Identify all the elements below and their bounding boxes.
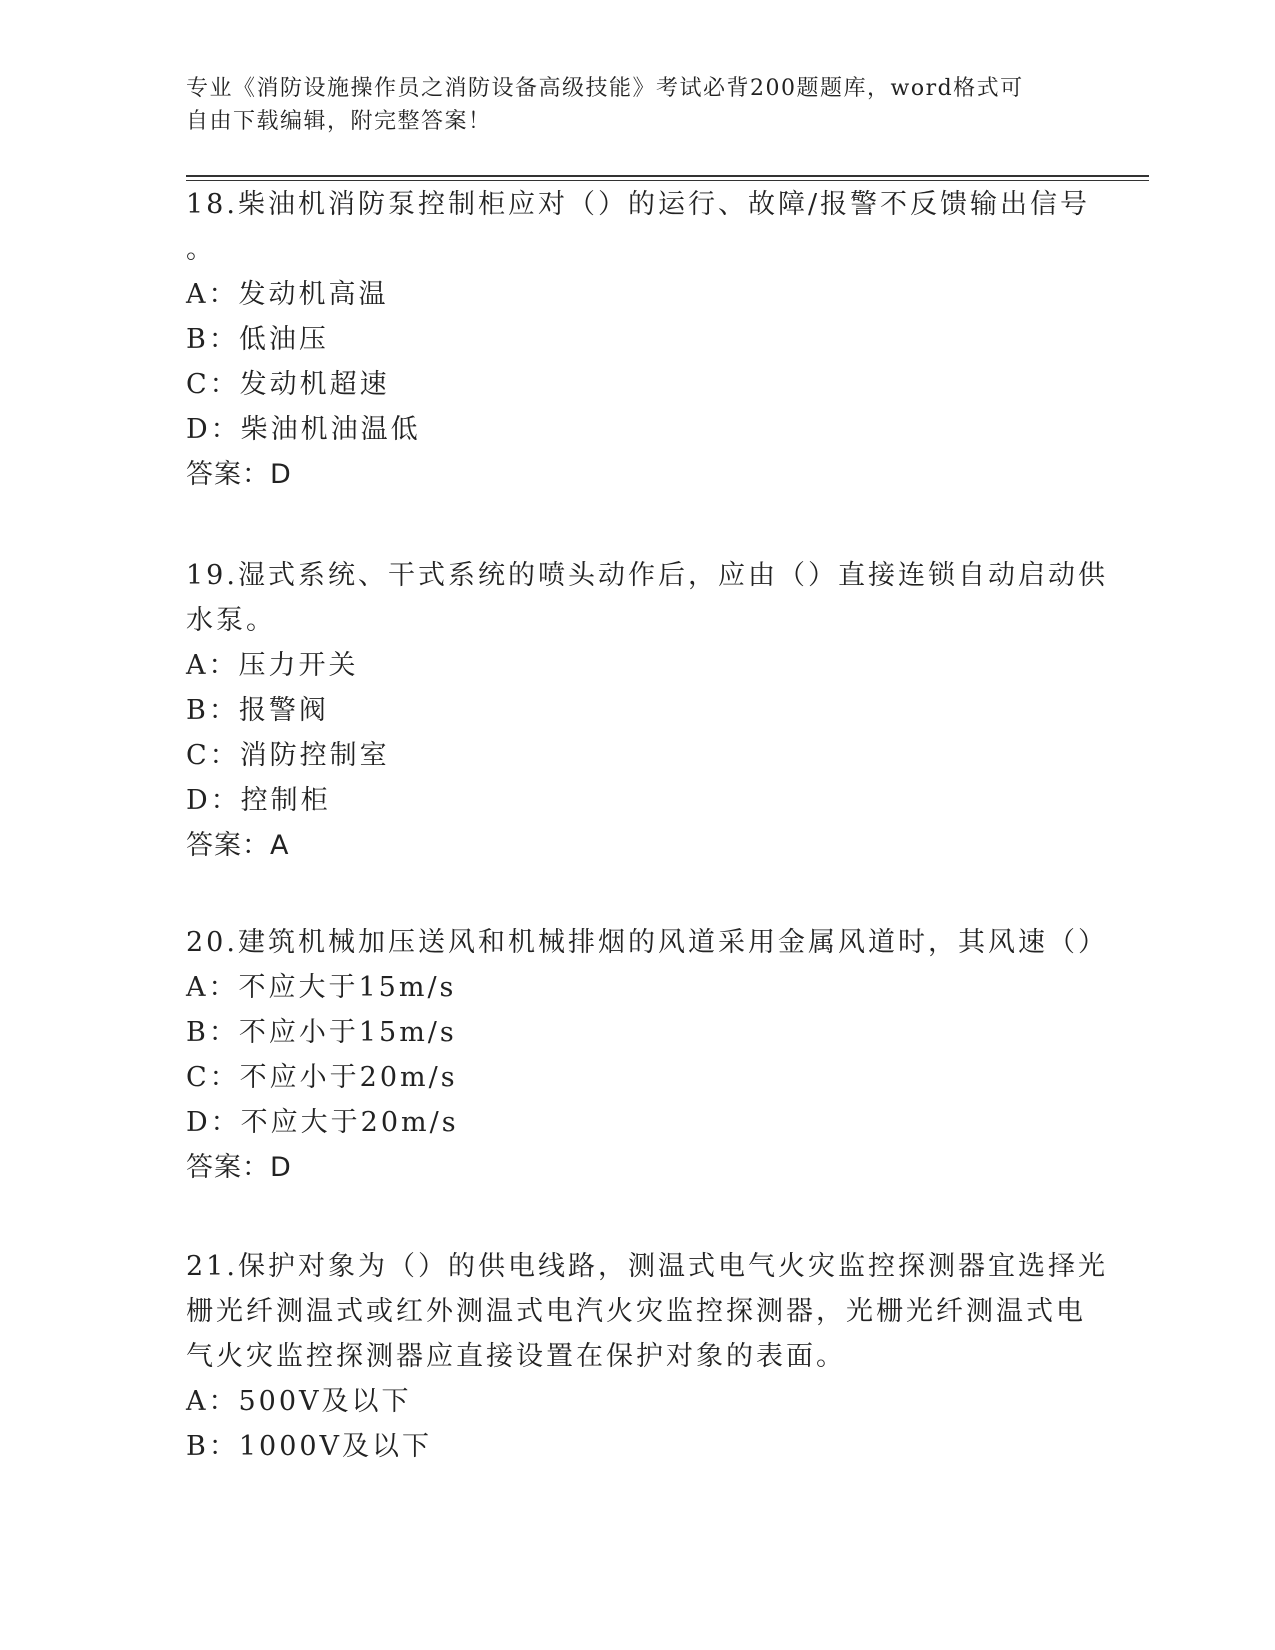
header-line: 专业《消防设施操作员之消防设备高级技能》考试必背200题题库，word格式可 (186, 76, 1024, 101)
option-a: A：发动机高温 (186, 279, 389, 310)
question-stem: 18.柴油机消防泵控制柜应对（）的运行、故障/报警不反馈输出信号 (186, 189, 1091, 220)
question-stem: 栅光纤测温式或红外测温式电汽火灾监控探测器，光栅光纤测温式电 (186, 1296, 1086, 1327)
question-21 (186, 1244, 1108, 1469)
question-stem: 19.湿式系统、干式系统的喷头动作后，应由（）直接连锁自动启动供 (186, 560, 1108, 591)
option-a: A：不应大于15m/s (186, 972, 457, 1003)
option-b: B：报警阀 (186, 695, 329, 726)
option-b: B：不应小于15m/s (186, 1017, 457, 1048)
header-line: 自由下载编辑，附完整答案！ (186, 109, 492, 134)
question-stem: 20.建筑机械加压送风和机械排烟的风道采用金属风道时，其风速（） (186, 927, 1108, 958)
answer-text: 答案：D (186, 459, 292, 490)
option-a: A：压力开关 (186, 650, 359, 681)
option-a: A：500V及以下 (186, 1386, 412, 1417)
option-c: C：消防控制室 (186, 740, 390, 771)
document-header (186, 72, 1066, 138)
option-c: C：发动机超速 (186, 369, 390, 400)
option-d: D：控制柜 (186, 785, 331, 816)
question-20 (186, 920, 1108, 1190)
answer-text: 答案：D (186, 1152, 292, 1183)
option-b: B：1000V及以下 (186, 1431, 433, 1462)
question-stem: 。 (186, 234, 216, 265)
question-stem: 21.保护对象为（）的供电线路，测温式电气火灾监控探测器宜选择光 (186, 1251, 1108, 1282)
header-divider-thick (186, 175, 1149, 177)
option-d: D：柴油机油温低 (186, 414, 421, 445)
header-divider-thin (186, 180, 1149, 181)
question-19 (186, 553, 1108, 868)
question-stem: 水泵。 (186, 605, 276, 636)
answer-text: 答案：A (186, 830, 290, 861)
option-c: C：不应小于20m/s (186, 1062, 458, 1093)
question-18 (186, 182, 1091, 497)
option-b: B：低油压 (186, 324, 329, 355)
question-stem: 气火灾监控探测器应直接设置在保护对象的表面。 (186, 1341, 846, 1372)
option-d: D：不应大于20m/s (186, 1107, 459, 1138)
